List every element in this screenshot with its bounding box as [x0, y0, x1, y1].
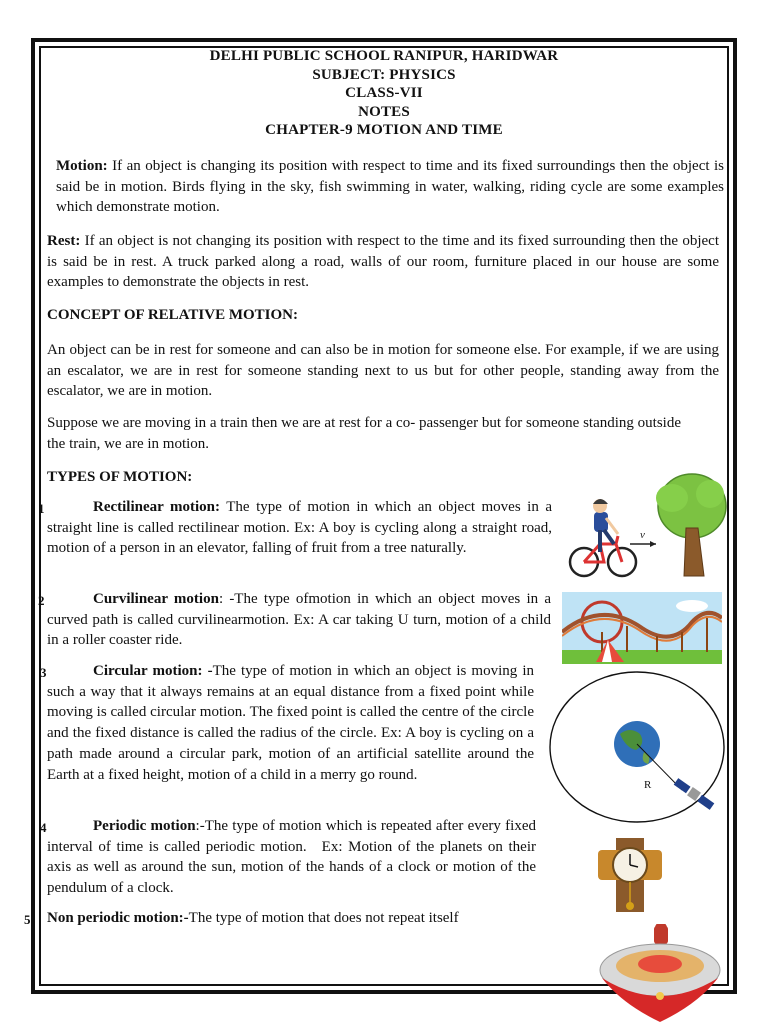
notes-line: NOTES	[358, 103, 410, 120]
rest-text: If an object is not changing its position with respect to the time and its fixed surrounding then the object is said be in rest. A truck parked along a road, walls of our room, furniture placed in our house are some examples to demonstrate the objects in rest.	[47, 233, 719, 291]
non-periodic-text: The type of motion that does not repeat itself	[188, 910, 459, 926]
rectilinear-term: Rectilinear motion:	[93, 499, 221, 515]
item-number-5: 5	[24, 912, 31, 927]
non-periodic-term: Non periodic motion:-	[47, 910, 189, 926]
circular-term: Circular motion: -	[93, 663, 213, 679]
motion-text: If an object is changing its position with respect to time and its fixed surroundings then the object is said be in motion. Birds flying in the sky, fish swimming in water, walking, riding cycle are some examples which demonstrate motion.	[56, 158, 724, 216]
cyclist-tree-illustration	[560, 472, 728, 580]
curvilinear-paragraph	[47, 589, 551, 651]
item-number-1: 1	[38, 501, 45, 516]
item-number-2: 2	[38, 593, 45, 608]
chapter-title: CHAPTER-9 MOTION AND TIME	[265, 122, 503, 138]
relative-paragraph-2: Suppose we are moving in a train then we are at rest for a co- passenger but for someone standing outside the train, we are in motion.	[47, 415, 681, 452]
types-heading: TYPES OF MOTION:	[47, 469, 193, 485]
rest-term: Rest:	[47, 233, 81, 249]
document-header	[40, 47, 728, 140]
roller-coaster-illustration	[562, 592, 722, 664]
periodic-paragraph	[47, 816, 536, 899]
curvilinear-text: : -The type ofmotion in which an object moves in a curved path is called curvilinearmotion. Ex: A car taking U turn, motion of a child in a roller coaster ride.	[47, 591, 551, 649]
rectilinear-text: The type of motion in which an object moves in a straight line is called rectilinear motion. Ex: A boy is cycling along a straight road, motion of a person in an elevator, falling of fruit from a tree naturally.	[47, 499, 552, 557]
orbit-illustration	[548, 670, 726, 824]
velocity-label: v	[640, 529, 645, 541]
school-name: DELHI PUBLIC SCHOOL RANIPUR, HARIDWAR	[209, 48, 559, 64]
circular-paragraph	[47, 661, 534, 785]
radius-label: R	[644, 779, 652, 791]
motion-paragraph	[56, 156, 724, 218]
rest-paragraph	[47, 231, 719, 293]
subject-line: SUBJECT: PHYSICS	[312, 66, 456, 83]
item-number-3: 3	[40, 665, 47, 680]
periodic-text: :-The type of motion which is repeated after every fixed interval of time is called periodic motion. Ex: Motion of the planets on their axis as well as around the sun, motion of the hands of a clock or motion of the pendulum of a clock.	[47, 818, 536, 897]
relative-paragraph-1: An object can be in rest for someone and can also be in motion for someone else. For example, if we are using an escalator, we are in rest for someone standing next to us but for other people, standing away from the escalator, we are in motion.	[47, 342, 719, 400]
periodic-term: Periodic motion	[93, 818, 196, 834]
class-line: CLASS-VII	[345, 85, 423, 101]
circular-text: The type of motion in which an object is moving in such a way that it always remains at an equal distance from a fixed point while moving is called circular motion. The fixed point is called the centre of the circle and the fixed distance is called the radius of the circle. Ex: A boy is cycling on a path made around a circular park, motion of an artificial satellite around the Earth at a fixed height, motion of a child in a merry go round.	[47, 663, 534, 783]
item-number-4: 4	[40, 820, 47, 835]
spinning-top-illustration	[598, 924, 722, 1024]
pendulum-clock-illustration	[598, 838, 662, 912]
rectilinear-paragraph	[47, 497, 552, 559]
curvilinear-term: Curvilinear motion	[93, 591, 219, 607]
non-periodic-paragraph	[47, 908, 547, 929]
motion-term: Motion:	[56, 158, 108, 174]
relative-motion-heading: CONCEPT OF RELATIVE MOTION:	[47, 307, 298, 323]
